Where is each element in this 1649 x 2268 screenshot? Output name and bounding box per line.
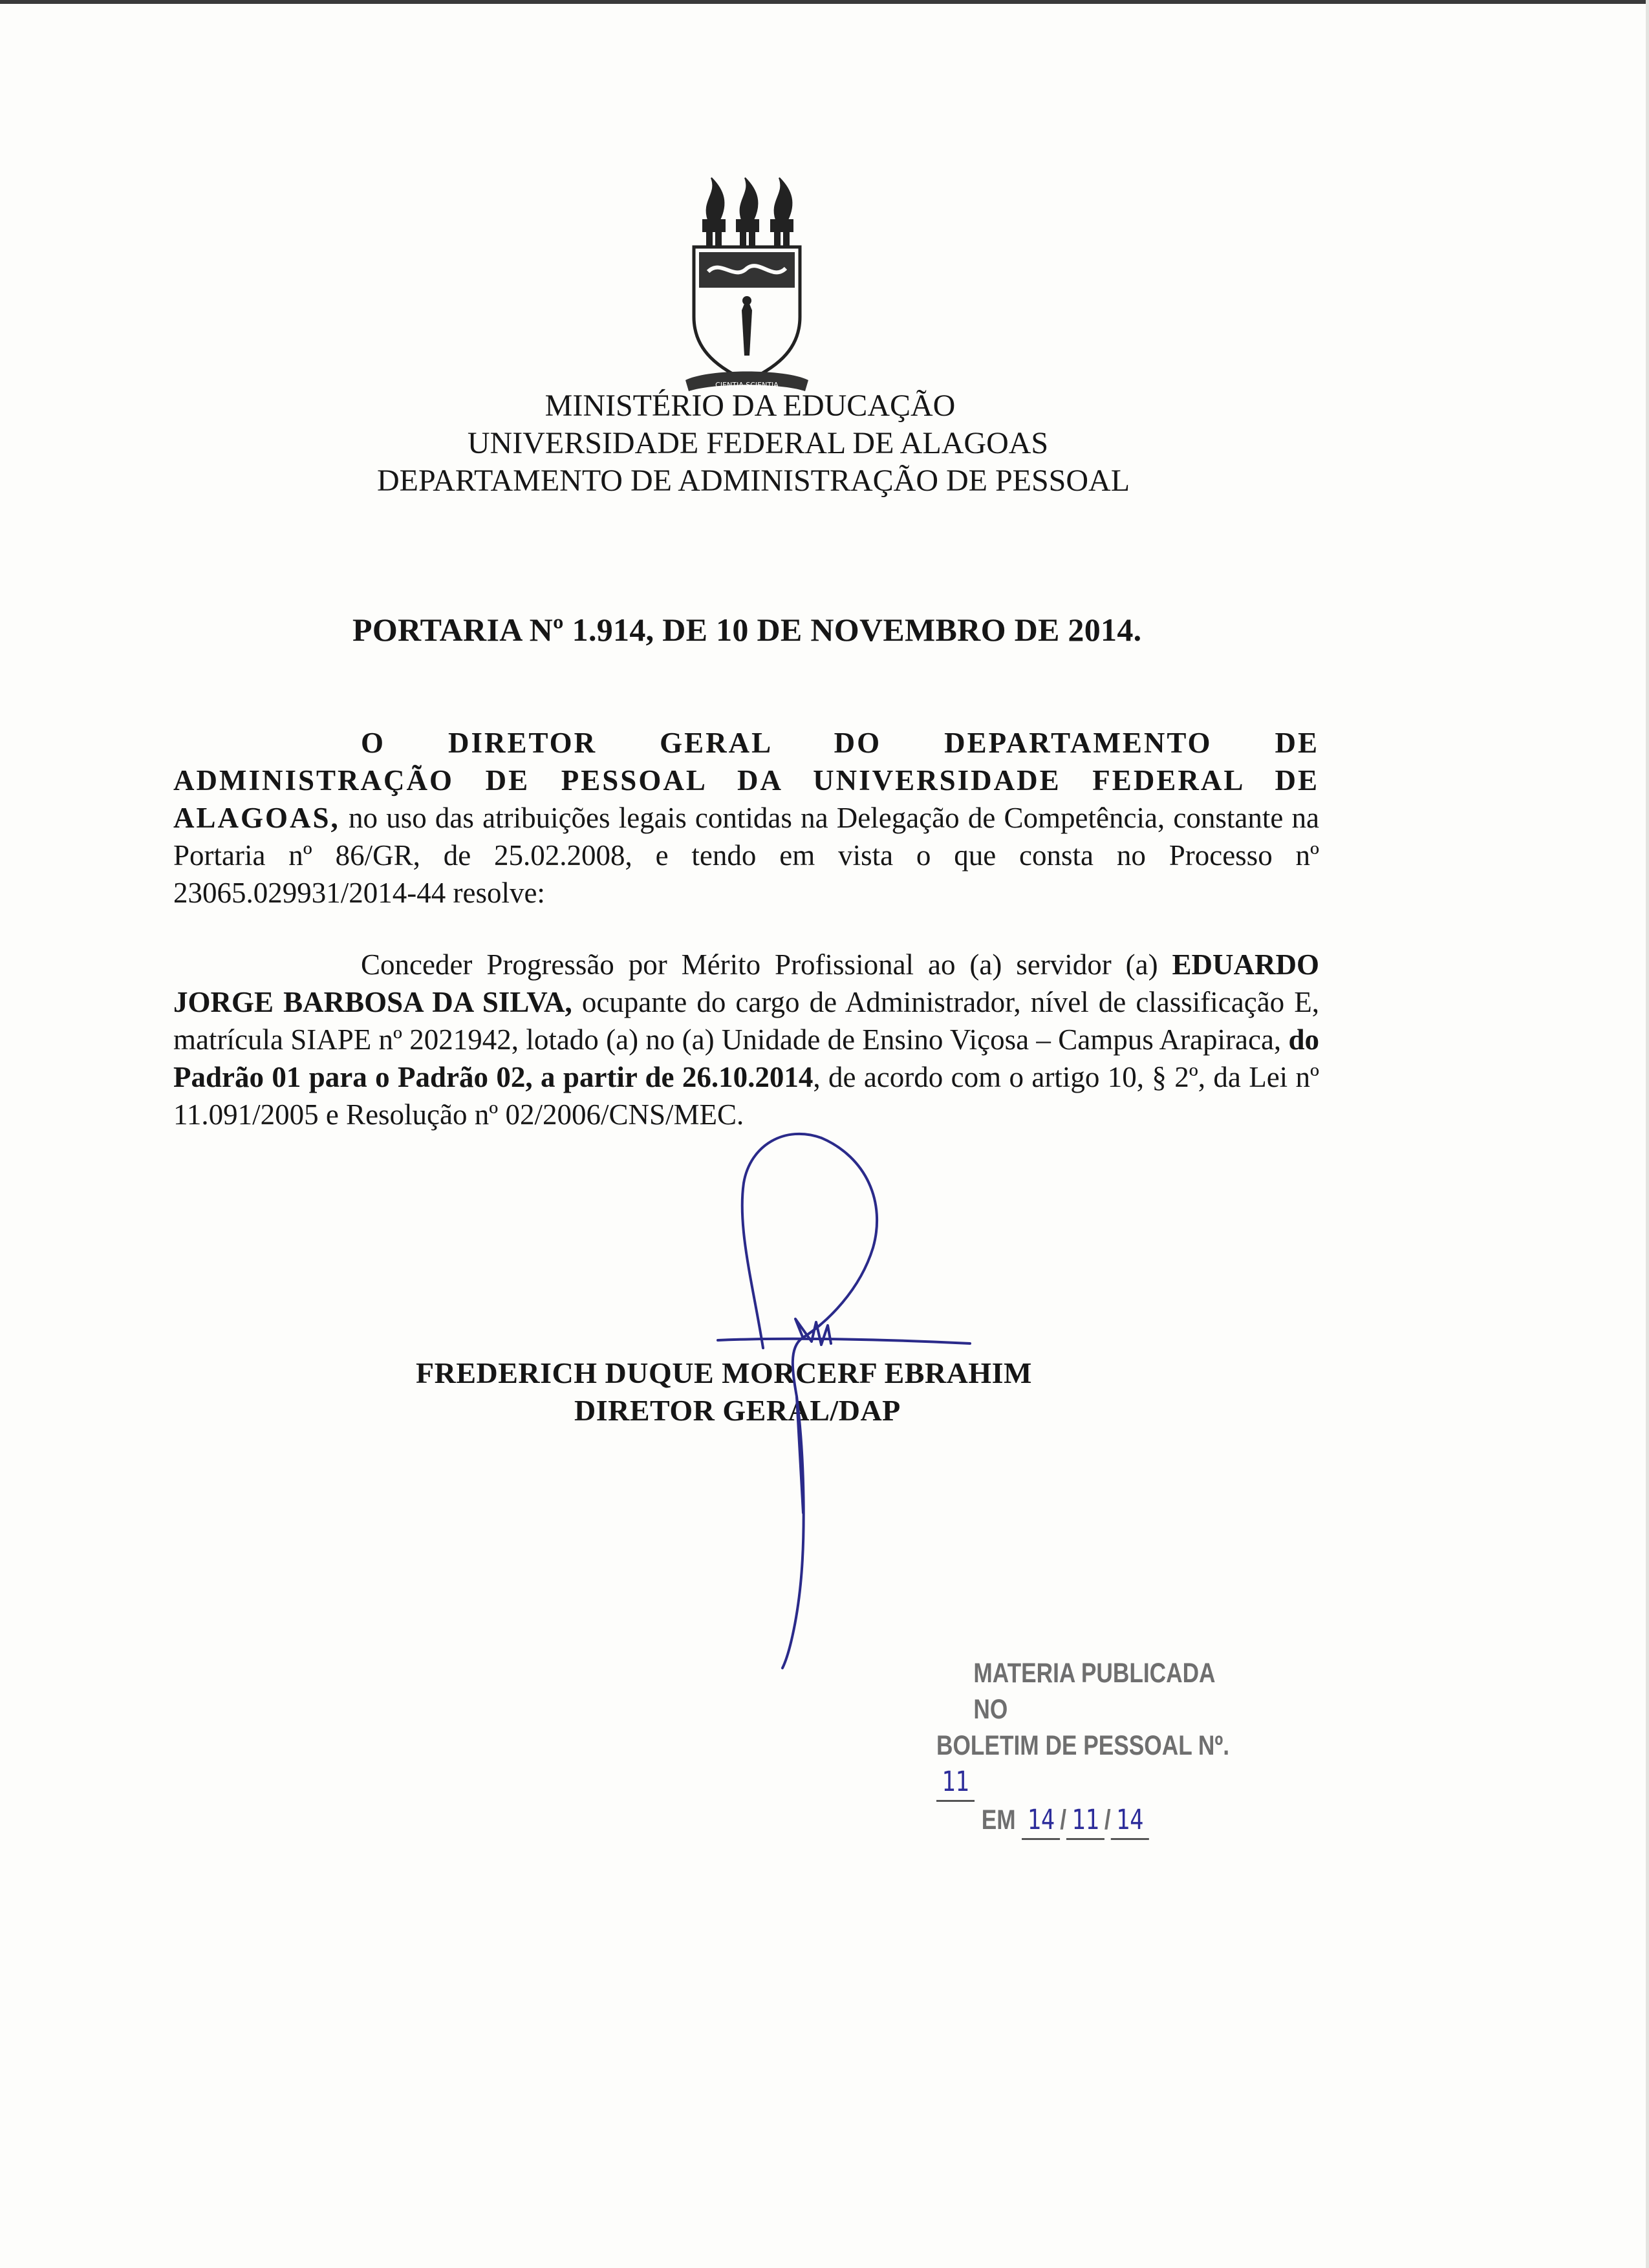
- stamp-date-row: [936, 1802, 1233, 1840]
- stamp-date-year: 14: [1111, 1802, 1149, 1840]
- university-crest-logo: [682, 175, 812, 394]
- document-title: PORTARIA Nº 1.914, DE 10 DE NOVEMBRO DE 2014.: [352, 612, 1142, 648]
- stamp-heading: MATERIA PUBLICADA NO: [973, 1658, 1215, 1725]
- ministry-header: MINISTÉRIO DA EDUCAÇÃO: [544, 389, 956, 423]
- department-header: DEPARTAMENTO DE ADMINISTRAÇÃO DE PESSOAL: [376, 464, 1130, 498]
- stamp-bulletin-number: 11: [936, 1764, 975, 1802]
- resolution-text-c: , de acordo com o artigo 10, § 2º, da Lei nº 11.091/2005 e Resolução nº 02/2006/CNS/MEC.: [173, 1061, 1320, 1131]
- stamp-date-sep-2: /: [1104, 1804, 1111, 1835]
- preamble-paragraph: [173, 724, 1319, 912]
- resolution-paragraph: [173, 946, 1319, 1133]
- stamp-date-month: 11: [1066, 1802, 1105, 1840]
- preamble-text: no uso das atribuições legais contidas na Delegação de Competência, constante na Portaria nº 86/GR, de 25.02.2008, e tendo em vista o que consta no Processo nº 23065.029931/2014-44 resolve:: [173, 802, 1319, 909]
- resolution-text-b: ocupante do cargo de Administrador, nível de classificação E, matrícula SIAPE nº 2021942, lotado (a) no (a) Unidade de Ensino Viçosa – Campus Arapiraca,: [173, 986, 1319, 1056]
- progression-details: do Padrão 01 para o Padrão 02, a partir de 26.10.2014: [173, 1023, 1319, 1093]
- preamble-authority: O DIRETOR GERAL DO DEPARTAMENTO DE ADMINISTRAÇÃO DE PESSOAL DA UNIVERSIDADE FEDERAL DE ALAGOAS,: [173, 727, 1319, 834]
- signatory-name: FREDERICH DUQUE MORCERF EBRAHIM: [416, 1356, 1032, 1389]
- university-header: UNIVERSIDADE FEDERAL DE ALAGOAS: [467, 426, 1049, 460]
- stamp-date-sep-1: /: [1060, 1804, 1067, 1835]
- publication-stamp: [936, 1655, 1233, 1840]
- scan-border-top: [0, 0, 1649, 4]
- svg-text:CIENTIA SCIENTIA: CIENTIA SCIENTIA: [715, 381, 779, 389]
- stamp-date-label: EM: [981, 1804, 1016, 1835]
- stamp-bulletin-row: [936, 1728, 1233, 1802]
- employee-name: EDUARDO JORGE BARBOSA DA SILVA,: [173, 948, 1319, 1018]
- stamp-bulletin-label: BOLETIM DE PESSOAL Nº.: [936, 1730, 1230, 1761]
- stamp-date-day: 14: [1022, 1802, 1060, 1840]
- resolution-text-a: Conceder Progressão por Mérito Profissional ao (a) servidor (a): [361, 948, 1172, 981]
- scan-border-right: [1646, 0, 1649, 2268]
- signatory-role: DIRETOR GERAL/DAP: [574, 1394, 901, 1427]
